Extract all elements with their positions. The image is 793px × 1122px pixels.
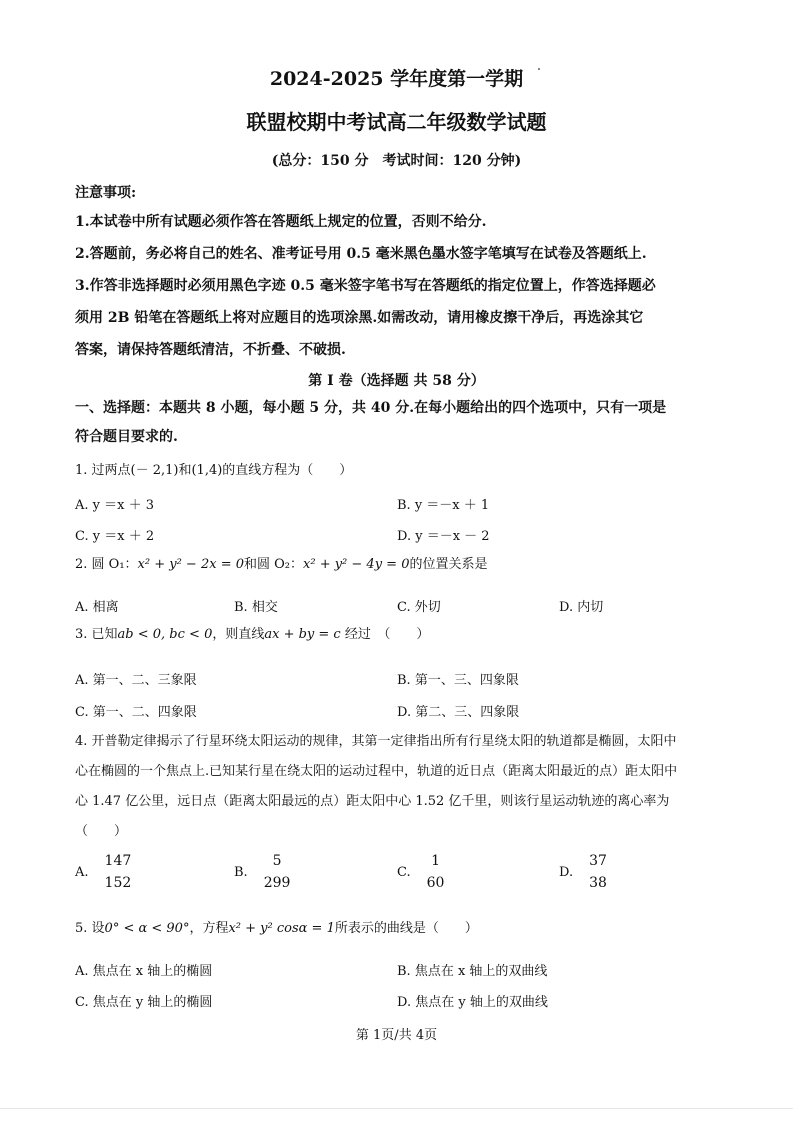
q5-stem-mid: ，方程 [189,921,229,936]
q2-option-b: B. 相交 [234,600,278,615]
q4-option-c-numerator: 1 [431,853,440,869]
q4-option-c [397,850,446,894]
note-item-3-line1: 3.作答非选择题时必须用黑色字迹 0.5 毫米签字笔书写在答题纸的指定位置上，作答选择题必 [75,278,656,294]
q2-circle1-equation: x² + y² − 2x = 0 [137,557,244,572]
q2-option-c: C. 外切 [397,600,441,615]
q4-option-c-label: C. [397,864,411,880]
q1-option-d: D. y ＝－x － 2 [397,529,490,544]
q5-angle-range: 0° < α < 90° [104,921,190,936]
exam-subtitle: (总分：150 分 考试时间：120 分钟) [271,153,522,169]
q3-option-a: A. 第一、二、三象限 [75,673,197,688]
q4-option-a [75,850,133,894]
q5-stem-suffix: 所表示的曲线是（ ） [334,921,478,936]
q1-option-a: A. y ＝x ＋ 3 [75,498,154,513]
q4-option-d-label: D. [559,864,574,880]
q3-option-b: B. 第一、三、四象限 [397,673,519,688]
part1-line1: 一、选择题：本题共 8 小题，每小题 5 分，共 40 分.在每小题给出的四个选项中，只有一项是 [75,400,667,416]
q5-option-d: D. 焦点在 y 轴上的双曲线 [397,995,548,1010]
q4-option-b-denominator: 299 [263,875,291,891]
question-4-stem [75,727,735,847]
bottom-divider [0,1108,793,1109]
note-item-3-line3: 答案，请保持答题纸清洁，不折叠、不破损. [75,342,346,358]
q5-option-c: C. 焦点在 y 轴上的椭圆 [75,995,213,1010]
q3-line-equation: ax + by = c [264,627,341,642]
part1-instructions [75,394,735,452]
q4-option-a-fraction [103,850,134,894]
q5-option-b: B. 焦点在 x 轴上的双曲线 [397,964,548,979]
q2-stem-prefix: 2. 圆 O₁： [75,557,138,572]
question-5-stem [75,914,735,944]
question-1-stem: 1. 过两点(－ 2,1)和(1,4)的直线方程为（ ） [75,463,353,478]
q4-line4: （ ） [75,824,128,839]
q5-equation: x² + y² cosα = 1 [228,921,335,936]
q1-option-b: B. y ＝－x ＋ 1 [397,498,490,513]
q4-option-d-numerator: 37 [589,853,607,869]
q4-line2: 心在椭圆的一个焦点上.已知某行星在绕太阳的运动过程中，轨道的近日点（距离太阳最近的点）距太阳中 [75,764,678,779]
q4-option-b [234,850,292,894]
q3-stem-mid: ，则直线 [212,627,265,642]
q2-stem-suffix: 的位置关系是 [409,557,488,572]
q4-option-a-numerator: 147 [104,853,132,869]
q4-option-d [559,850,609,894]
q4-option-c-denominator: 60 [426,875,445,891]
q3-option-d: D. 第二、三、四象限 [397,705,520,720]
q2-option-d: D. 内切 [559,600,604,615]
q4-option-a-label: A. [75,864,89,880]
q3-condition: ab < 0, bc < 0 [117,627,213,642]
q2-option-a: A. 相离 [75,600,119,615]
note-item-3-line2: 须用 2B 铅笔在答题纸上将对应题目的选项涂黑.如需改动，请用橡皮擦干净后，再选涂其它 [75,310,644,326]
q2-stem-mid: 和圆 O₂： [244,557,304,572]
q4-line1: 4. 开普勒定律揭示了行星环绕太阳运动的规律，其第一定律指出所有行星绕太阳的轨道都是椭圆，太阳中 [75,734,677,749]
q3-option-c: C. 第一、二、四象限 [75,705,197,720]
q4-option-b-fraction [262,850,293,894]
question-3-stem [75,620,735,650]
q4-option-c-fraction [425,850,447,894]
q4-option-b-label: B. [234,864,248,880]
note-item-3 [75,270,730,366]
q4-line3: 心 1.47 亿公里，远日点（距离太阳最远的点）距太阳中心 1.52 亿千里，则该行星运动轨迹的离心率为 [75,794,670,809]
page-footer: 第 1页/共 4页 [355,1028,438,1043]
q4-option-d-denominator: 38 [589,875,607,891]
exam-title-line1: 2024-2025 学年度第一学期 [269,68,524,90]
q1-option-c: C. y ＝x ＋ 2 [75,529,155,544]
q2-circle2-equation: x² + y² − 4y = 0 [303,557,410,572]
q5-option-a: A. 焦点在 x 轴上的椭圆 [75,964,213,979]
q3-stem-suffix: 经过 （ ） [340,627,430,642]
note-item-1: 1.本试卷中所有试题必须作答在答题纸上规定的位置，否则不给分. [75,214,487,230]
section-title: 第 I 卷（选择题 共 58 分） [308,373,485,389]
q3-stem-prefix: 3. 已知 [75,627,118,642]
q4-option-d-fraction [587,850,609,894]
q4-option-b-numerator: 5 [272,853,282,869]
part1-line2: 符合题目要求的. [75,429,178,445]
exam-title-line2: 联盟校期中考试高二年级数学试题 [246,110,547,134]
notes-heading: 注意事项: [75,185,137,201]
q4-option-a-denominator: 152 [104,875,132,891]
question-2-stem [75,550,735,580]
q5-stem-prefix: 5. 设 [75,921,105,936]
note-item-2: 2.答题前，务必将自己的姓名、准考证号用 0.5 毫米黑色墨水签字笔填写在试卷及答题纸上. [75,246,647,262]
